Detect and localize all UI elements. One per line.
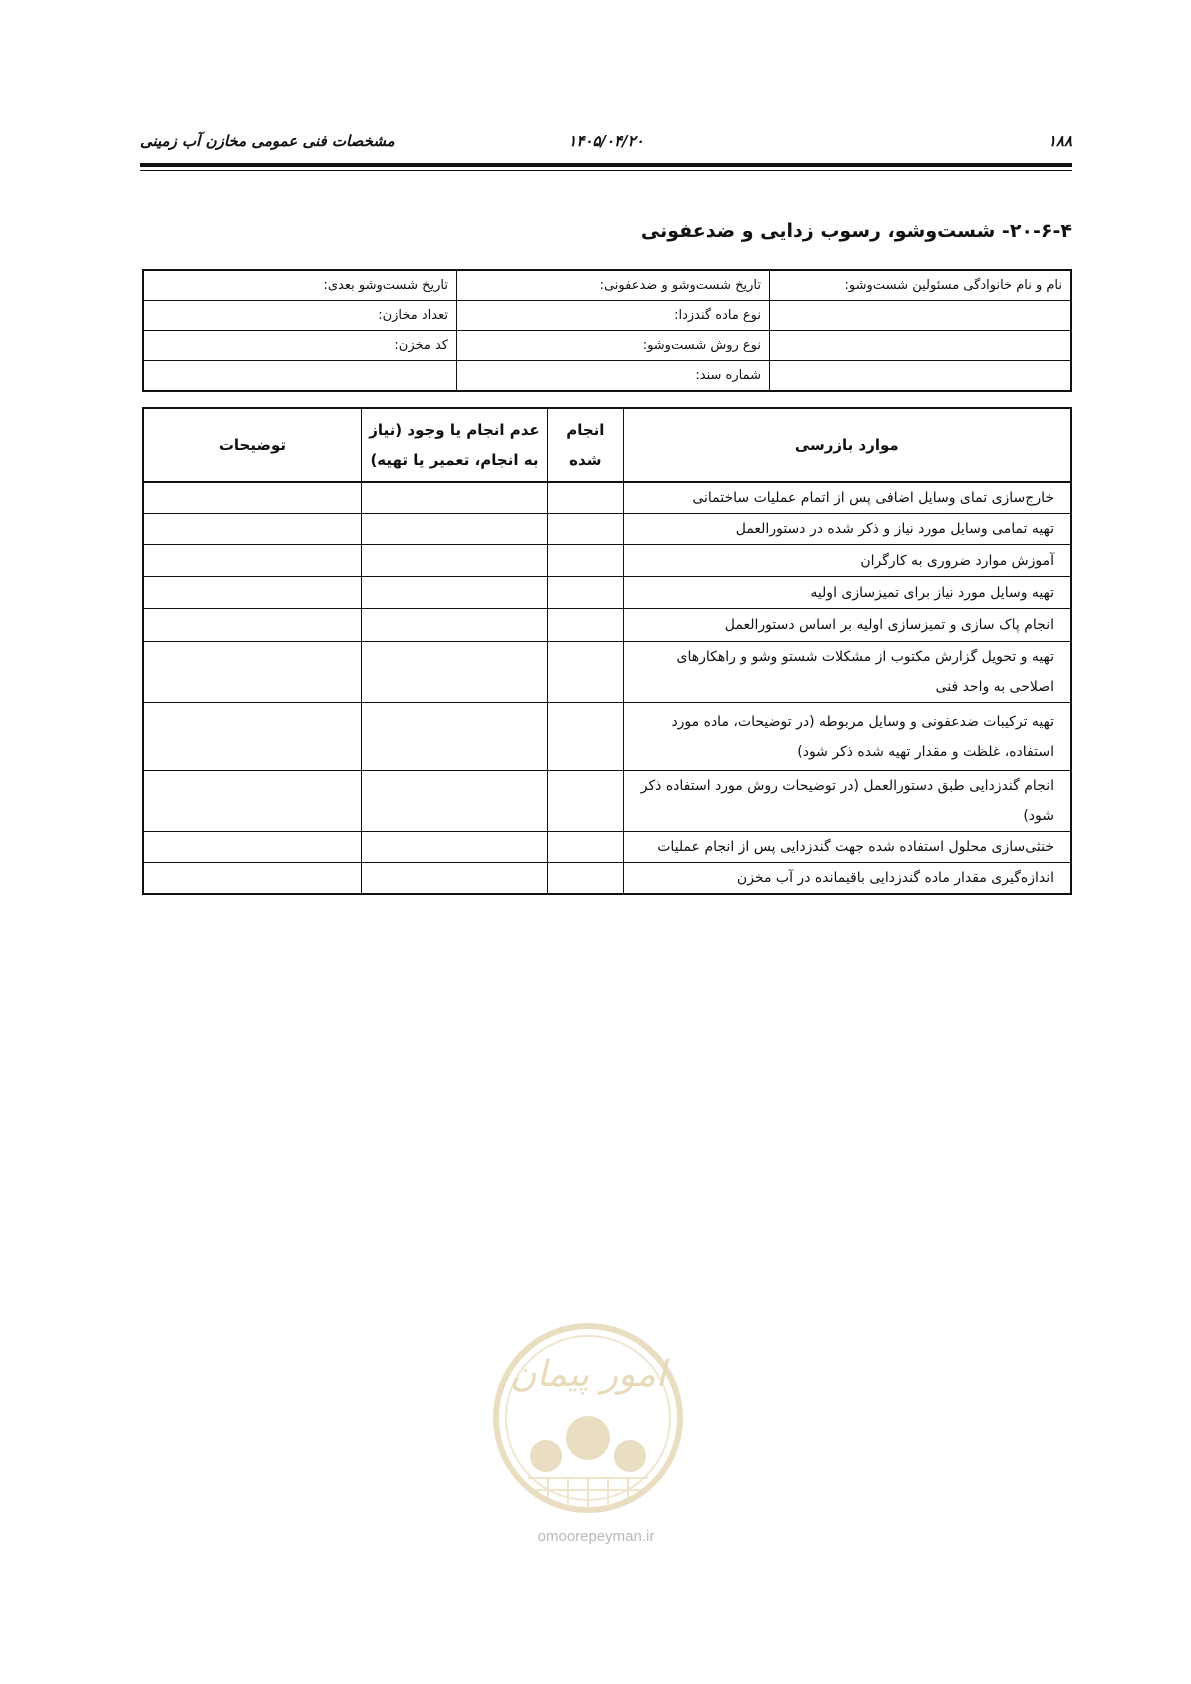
info-cell — [770, 361, 1072, 392]
done-cell[interactable] — [548, 771, 623, 832]
done-cell[interactable] — [548, 609, 623, 642]
watermark-logo-text: امور پیمان — [510, 1354, 666, 1395]
notes-cell[interactable] — [143, 771, 361, 832]
info-cell: نام و نام خانوادگی مسئولین شست‌وشو: — [770, 270, 1072, 301]
not-done-cell[interactable] — [361, 545, 547, 577]
watermark-url: omoorepeyman.ir — [537, 1528, 655, 1545]
header-done: انجام شده — [548, 408, 623, 482]
notes-cell[interactable] — [143, 832, 361, 863]
done-cell[interactable] — [548, 832, 623, 863]
info-row — [143, 361, 1071, 392]
info-cell: تعداد مخازن: — [143, 301, 457, 331]
notes-cell[interactable] — [143, 609, 361, 642]
notes-cell[interactable] — [143, 545, 361, 577]
info-cell — [143, 361, 457, 392]
checklist-item: اندازه‌گیری مقدار ماده گندزدایی باقیمانده در آب مخزن — [623, 863, 1071, 895]
info-cell: کد مخزن: — [143, 331, 457, 361]
checklist-row — [143, 514, 1071, 545]
header-rule-thin — [140, 170, 1072, 171]
notes-cell[interactable] — [143, 642, 361, 703]
info-table — [142, 269, 1072, 392]
header-not-done: عدم انجام یا وجود (نیاز به انجام، تعمیر یا تهیه) — [361, 408, 547, 482]
checklist-table — [142, 407, 1072, 895]
checklist-row — [143, 703, 1071, 771]
info-cell: نوع ماده گندزدا: — [457, 301, 770, 331]
checklist-item: تهیه و تحویل گزارش مکتوب از مشکلات شستو وشو و راهکارهای اصلاحی به واحد فنی — [623, 642, 1071, 703]
checklist-item: تهیه وسایل مورد نیاز برای تمیزسازی اولیه — [623, 577, 1071, 609]
checklist-row — [143, 832, 1071, 863]
checklist-row — [143, 642, 1071, 703]
done-cell[interactable] — [548, 863, 623, 895]
watermark-logo — [488, 1318, 688, 1558]
not-done-cell[interactable] — [361, 514, 547, 545]
checklist-item: انجام گندزدایی طبق دستورالعمل (در توضیحات روش مورد استفاده ذکر شود) — [623, 771, 1071, 832]
notes-cell[interactable] — [143, 482, 361, 514]
done-cell[interactable] — [548, 703, 623, 771]
notes-cell[interactable] — [143, 863, 361, 895]
done-cell[interactable] — [548, 482, 623, 514]
checklist-item: خنثی‌سازی محلول استفاده شده جهت گندزدایی پس از انجام عملیات — [623, 832, 1071, 863]
header-rule-thick — [140, 163, 1072, 167]
info-cell: تاریخ شست‌وشو بعدی: — [143, 270, 457, 301]
document-title: مشخصات فنی عمومی مخازن آب زمینی — [140, 132, 395, 150]
checklist-row — [143, 863, 1071, 895]
checklist-header-row — [143, 408, 1071, 482]
section-title: ۲۰-۶-۴- شست‌وشو، رسوب زدایی و ضدعفونی — [640, 220, 1072, 242]
checklist-row — [143, 545, 1071, 577]
info-cell: نوع روش شست‌وشو: — [457, 331, 770, 361]
checklist-row — [143, 577, 1071, 609]
notes-cell[interactable] — [143, 514, 361, 545]
info-row — [143, 301, 1071, 331]
header-notes: توضیحات — [143, 408, 361, 482]
not-done-cell[interactable] — [361, 703, 547, 771]
info-row — [143, 270, 1071, 301]
header-date: ۱۴۰۵/۰۴/۲۰ — [568, 132, 644, 150]
notes-cell[interactable] — [143, 703, 361, 771]
done-cell[interactable] — [548, 642, 623, 703]
not-done-cell[interactable] — [361, 577, 547, 609]
page-number: ۱۸۸ — [1047, 132, 1072, 150]
not-done-cell[interactable] — [361, 863, 547, 895]
not-done-cell[interactable] — [361, 609, 547, 642]
not-done-cell[interactable] — [361, 642, 547, 703]
info-cell — [770, 301, 1072, 331]
info-cell — [770, 331, 1072, 361]
not-done-cell[interactable] — [361, 771, 547, 832]
info-cell: تاریخ شست‌وشو و ضدعفونی: — [457, 270, 770, 301]
done-cell[interactable] — [548, 577, 623, 609]
checklist-row — [143, 771, 1071, 832]
checklist-row — [143, 609, 1071, 642]
checklist-item: خارج‌سازی تمای وسایل اضافی پس از اتمام عملیات ساختمانی — [623, 482, 1071, 514]
checklist-item: تهیه ترکیبات ضدعفونی و وسایل مربوطه (در توضیحات، ماده مورد استفاده، غلظت و مقدار تهیه شده ذکر شود) — [623, 703, 1071, 771]
info-row — [143, 331, 1071, 361]
checklist-row — [143, 482, 1071, 514]
checklist-item: انجام پاک سازی و تمیزسازی اولیه بر اساس دستورالعمل — [623, 609, 1071, 642]
not-done-cell[interactable] — [361, 832, 547, 863]
done-cell[interactable] — [548, 545, 623, 577]
info-cell: شماره سند: — [457, 361, 770, 392]
checklist-item: تهیه تمامی وسایل مورد نیاز و ذکر شده در دستورالعمل — [623, 514, 1071, 545]
page-header — [140, 128, 1072, 158]
not-done-cell[interactable] — [361, 482, 547, 514]
checklist-item: آموزش موارد ضروری به کارگران — [623, 545, 1071, 577]
header-item: موارد بازرسی — [623, 408, 1071, 482]
notes-cell[interactable] — [143, 577, 361, 609]
done-cell[interactable] — [548, 514, 623, 545]
